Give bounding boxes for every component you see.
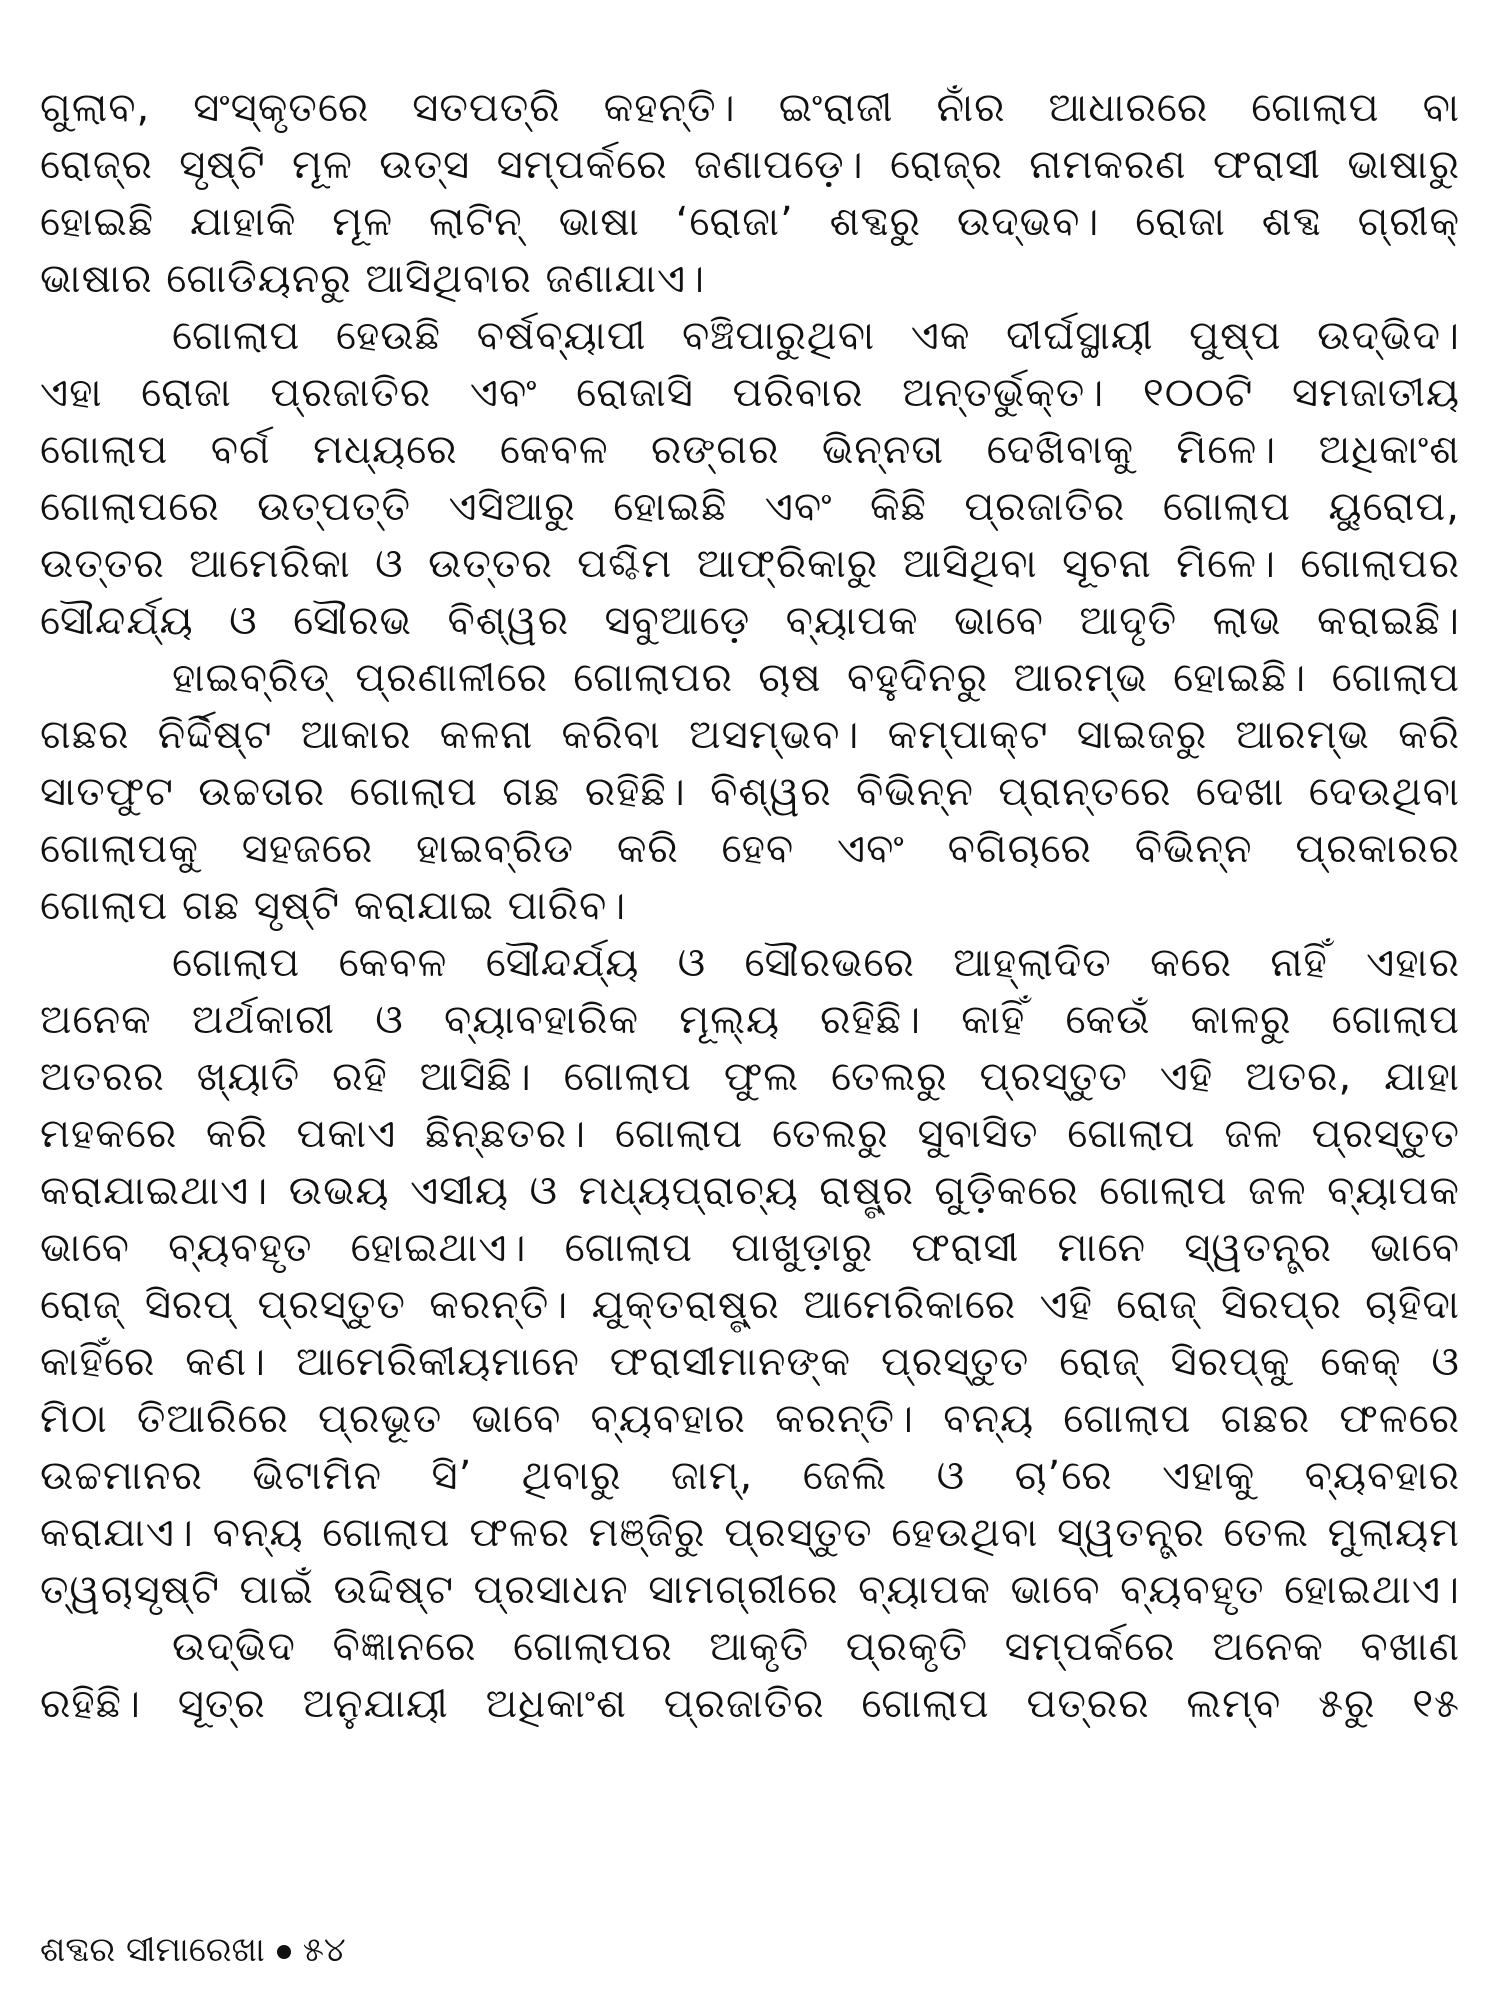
text-line: ଉଦ୍ଭିଦ ବିଜ୍ଞାନରେ ଗୋଲାପର ଆକୃତି ପ୍ରକୃତି ସମ୍ପର୍କରେ ଅନେକ ବଖାଣ xyxy=(172,1624,1460,1670)
text-line: ହାଇବ୍ରିଡ୍ ପ୍ରଣାଳୀରେ ଗୋଲାପର ଚାଷ ବହୁଦିନରୁ ଆରମ୍ଭ ହୋଇଛି। ଗୋଲାପ xyxy=(172,655,1460,701)
text-line: ଗୁଲାବ, ସଂସ୍କୃତରେ ସତପତ୍ରି କହନ୍ତି। ଇଂରାଜୀ ନାଁର ଆଧାରରେ ଗୋଲାପ ବା xyxy=(40,85,1460,131)
text-line: ଗୋଲାପରେ ଉତ୍ପତ୍ତି ଏସିଆରୁ ହୋଇଛି ଏବଂ କିଛି ପ୍ରଜାତିର ଗୋଲାପ ୟୁରୋପ, xyxy=(40,484,1460,530)
text-line: ରହିଛି। ସୂତ୍ର ଅନୁଯାୟୀ ଅଧିକାଂଶ ପ୍ରଜାତିର ଗୋଲାପ ପତ୍ରର ଲମ୍ବ ୫ରୁ ୧୫ xyxy=(40,1681,1460,1727)
text-line: ଅନେକ ଅର୍ଥକାରୀ ଓ ବ୍ୟାବହାରିକ ମୂଲ୍ୟ ରହିଛି। କାହିଁ କେଉଁ କାଳରୁ ଗୋଲାପ xyxy=(40,997,1460,1043)
text-line: ଗଛର ନିର୍ଦ୍ଦିଷ୍ଟ ଆକାର କଳନା କରିବା ଅସମ୍ଭବ। କମ୍ପାକ୍ଟ ସାଇଜରୁ ଆରମ୍ଭ କରି xyxy=(40,712,1460,758)
text-line: ଭାବେ ବ୍ୟବହୃତ ହୋଇଥାଏ। ଗୋଲାପ ପାଖୁଡ଼ାରୁ ଫରାସୀ ମାନେ ସ୍ୱତନ୍ତ୍ର ଭାବେ xyxy=(40,1225,1460,1271)
text-line: ସୌନ୍ଦର୍ଯ୍ୟ ଓ ସୌରଭ ବିଶ୍ୱର ସବୁଆଡ଼େ ବ୍ୟାପକ ଭାବେ ଆଦୃତି ଲାଭ କରାଇଛି। xyxy=(40,598,1460,644)
text-line: କରାଯାଏ। ବନ୍ୟ ଗୋଲାପ ଫଳର ମଞ୍ଜିରୁ ପ୍ରସ୍ତୁତ ହେଉଥିବା ସ୍ୱତନ୍ତ୍ର ତେଲ ମୁଲାୟମ xyxy=(40,1510,1460,1556)
text-line: ତ୍ୱଚାସୃଷ୍ଟି ପାଇଁ ଉଦ୍ଦିଷ୍ଟ ପ୍ରସାଧନ ସାମଗ୍ରୀରେ ବ୍ୟାପକ ଭାବେ ବ୍ୟବହୃତ ହୋଇଥାଏ। xyxy=(40,1567,1460,1613)
text-line: ଗୋଲାପକୁ ସହଜରେ ହାଇବ୍ରିଡ କରି ହେବ ଏବଂ ବଗିଚାରେ ବିଭିନ୍ନ ପ୍ରକାରର xyxy=(40,826,1460,872)
text-line: ରୋଜ୍ ସିରପ୍ ପ୍ରସ୍ତୁତ କରନ୍ତି। ଯୁକ୍ତରାଷ୍ଟ୍ର ଆମେରିକାରେ ଏହି ରୋଜ୍ ସିରପ୍‌ର ଚାହିଦା xyxy=(40,1282,1460,1328)
text-line: ସାତଫୁଟ ଉଚ୍ଚତାର ଗୋଲାପ ଗଛ ରହିଛି। ବିଶ୍ୱର ବିଭିନ୍ନ ପ୍ରାନ୍ତରେ ଦେଖା ଦେଉଥିବା xyxy=(40,769,1460,815)
text-line: ଗୋଲାପ ବର୍ଗ ମଧ୍ୟରେ କେବଳ ରଙ୍ଗର ଭିନ୍ନତା ଦେଖିବାକୁ ମିଳେ। ଅଧିକାଂଶ xyxy=(40,427,1460,473)
text-line: କରାଯାଇଥାଏ। ଉଭୟ ଏସୀୟ ଓ ମଧ୍ୟପ୍ରାଚ୍ୟ ରାଷ୍ଟ୍ର ଗୁଡ଼ିକରେ ଗୋଲାପ ଜଳ ବ୍ୟାପକ xyxy=(40,1168,1460,1214)
text-line: ଏହା ରୋଜା ପ୍ରଜାତିର ଏବଂ ରୋଜାସି ପରିବାର ଅନ୍ତର୍ଭୁକ୍ତ। ୧୦୦ଟି ସମଜାତୀୟ xyxy=(40,370,1460,416)
text-line: କାହିଁରେ କଣ। ଆମେରିକୀୟମାନେ ଫରାସୀମାନଙ୍କ ପ୍ରସ୍ତୁତ ରୋଜ୍ ସିରପ୍‌କୁ କେକ୍ ଓ xyxy=(40,1339,1460,1385)
page-number: ୫୪ xyxy=(302,1930,346,1970)
page-body xyxy=(40,80,1460,1900)
text-line: ଉଚ୍ଚମାନର ଭିଟାମିନ ସି’ ଥିବାରୁ ଜାମ୍, ଜେଲି ଓ ଚା’ରେ ଏହାକୁ ବ୍ୟବହାର xyxy=(40,1453,1460,1499)
bullet-icon xyxy=(277,1945,291,1959)
text-line: ଗୋଲାପ ଗଛ ସୃଷ୍ଟି କରାଯାଇ ପାରିବ। xyxy=(40,883,627,929)
page-footer xyxy=(40,1930,346,1970)
book-title: ଶବ୍ଦର ସୀମାରେଖା xyxy=(40,1930,265,1970)
text-line: ଅତରର ଖ୍ୟାତି ରହି ଆସିଛି। ଗୋଲାପ ଫୁଲ ତେଲରୁ ପ୍ରସ୍ତୁତ ଏହି ଅତର, ଯାହା xyxy=(40,1054,1460,1100)
text-line: ହୋଇଛି ଯାହାକି ମୂଳ ଲାଟିନ୍ ଭାଷା ‘ରୋଜା’ ଶବ୍ଦରୁ ଉଦ୍ଭବ। ରୋଜା ଶବ୍ଦ ଗ୍ରୀକ୍ xyxy=(40,199,1460,245)
text-line: ରୋଜ୍‌ର ସୃଷ୍ଟି ମୂଳ ଉତ୍ସ ସମ୍ପର୍କରେ ଜଣାପଡ଼େ। ରୋଜ୍‌ର ନାମକରଣ ଫରାସୀ ଭାଷାରୁ xyxy=(40,142,1460,188)
text-line: ଗୋଲାପ କେବଳ ସୌନ୍ଦର୍ଯ୍ୟ ଓ ସୌରଭରେ ଆହ୍ଲାଦିତ କରେ ନାହିଁ ଏହାର xyxy=(172,940,1460,986)
text-line: ଉତ୍ତର ଆମେରିକା ଓ ଉତ୍ତର ପଶ୍ଚିମ ଆଫ୍ରିକାରୁ ଆସିଥିବା ସୂଚନା ମିଳେ। ଗୋଲାପର xyxy=(40,541,1460,587)
text-line: ଗୋଲାପ ହେଉଛି ବର୍ଷବ୍ୟାପୀ ବଞ୍ଚିପାରୁଥିବା ଏକ ଦୀର୍ଘସ୍ଥାୟୀ ପୁଷ୍ପ ଉଦ୍ଭିଦ। xyxy=(172,313,1460,359)
text-line: ମିଠା ତିଆରିରେ ପ୍ରଭୂତ ଭାବେ ବ୍ୟବହାର କରନ୍ତି। ବନ୍ୟ ଗୋଲାପ ଗଛର ଫଳରେ xyxy=(40,1396,1460,1442)
text-line: ମହକରେ କରି ପକାଏ ଛିନ୍‌ଛତର। ଗୋଲାପ ତେଲରୁ ସୁବାସିତ ଗୋଲାପ ଜଳ ପ୍ରସ୍ତୁତ xyxy=(40,1111,1460,1157)
text-line: ଭାଷାର ଗୋଡିୟନରୁ ଆସିଥିବାର ଜଣାଯାଏ। xyxy=(40,256,706,302)
